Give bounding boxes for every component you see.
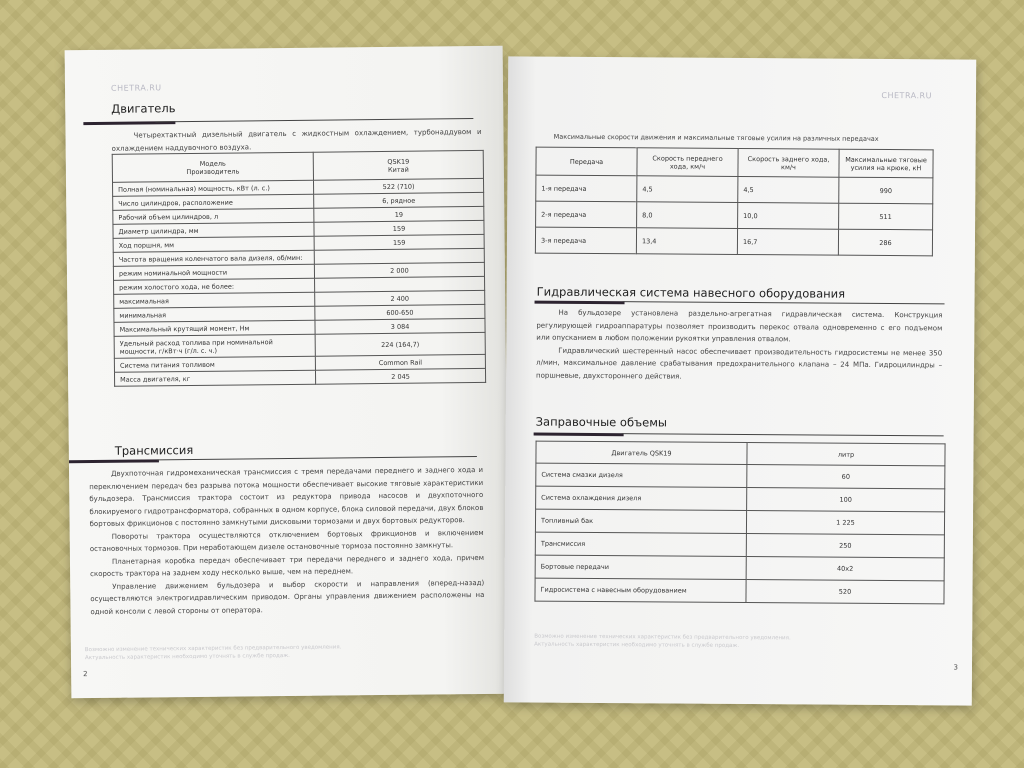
site-label: CHETRA.RU: [110, 83, 162, 93]
table-header-row: [112, 150, 483, 182]
table-row: [536, 175, 933, 204]
engine-intro: Четырехтактный дизельный двигатель с жидкостным охлаждением, турбонаддувом и охлаждением наддувочного воздуха.: [111, 127, 482, 153]
heading-rule: [157, 456, 477, 460]
table-cell: режим номинальной мощности: [113, 264, 314, 280]
table-cell: 2-я передача: [536, 201, 637, 228]
speeds-caption: Максимальные скорости движения и максимальные тяговые усилия на различных передачах: [553, 132, 879, 143]
table-row: [536, 201, 933, 230]
table-cell: 2 400: [315, 290, 485, 306]
footer-note: Возможно изменение технических характеристик без предварительного уведомления. Актуальность характеристик необходимо уточнять в службе продаж.: [534, 633, 791, 650]
table-cell: 19: [314, 206, 484, 222]
table-row: [535, 509, 944, 535]
table-row: [535, 227, 932, 256]
table-header-cell: Двигатель QSK19: [536, 441, 747, 464]
table-cell: Частота вращения коленчатого вала дизеля, об/мин:: [113, 250, 314, 266]
table-cell: Максимальный крутящий момент, Нм: [114, 320, 315, 336]
table-cell: Число цилиндров, расположение: [113, 194, 314, 210]
table-cell: максимальная: [114, 292, 315, 308]
table-header-cell: Скорость переднего хода, км/ч: [637, 148, 738, 177]
table-cell: Трансмиссия: [535, 532, 746, 556]
table-cell: Диаметр цилиндра, мм: [113, 222, 314, 238]
table-row: [536, 463, 945, 489]
table-row: [535, 555, 944, 581]
table-cell: 13,4: [636, 228, 737, 255]
page-number: 3: [953, 663, 959, 672]
site-label: CHETRA.RU: [881, 90, 933, 101]
transmission-heading: Трансмиссия: [114, 442, 194, 458]
table-cell: 2 000: [314, 262, 484, 278]
table-cell: Система охлаждения дизеля: [536, 486, 747, 510]
table-cell: минимальная: [114, 306, 315, 322]
hydraulic-heading: Гидравлическая система навесного оборудования: [536, 284, 846, 301]
table-cell: 250: [746, 534, 944, 558]
table-cell: 4,5: [738, 176, 839, 203]
table-cell: 224 (164,7): [315, 332, 485, 356]
heading-rule: [622, 433, 944, 436]
heading-bar: [534, 433, 624, 437]
heading-bar: [535, 301, 625, 305]
left-page: [65, 46, 510, 699]
table-cell: 3 084: [315, 318, 485, 334]
table-cell: 1 225: [746, 511, 944, 535]
table-cell: 6, рядное: [314, 192, 484, 208]
table-row: [114, 368, 485, 386]
table-cell: 520: [746, 580, 944, 604]
footer-note: Возможно изменение технических характеристик без предварительного уведомления. Актуальность характеристик необходимо уточнять в службе продаж.: [84, 644, 342, 662]
table-cell: 600-650: [315, 304, 485, 320]
table-header-cell: QSK19 Китай: [313, 150, 483, 180]
table-cell: Гидросистема с навесным оборудованием: [535, 578, 746, 602]
heading-rule: [155, 118, 473, 122]
table-header-row: [536, 147, 933, 178]
table-cell: 1-я передача: [536, 175, 637, 202]
table-header-cell: Скорость заднего хода, км/ч: [738, 148, 839, 177]
capacities-table: [534, 441, 945, 605]
table-cell: Ход поршня, мм: [113, 236, 314, 252]
table-cell: 990: [839, 177, 933, 204]
table-header-cell: Передача: [536, 147, 637, 176]
table-cell: 100: [747, 488, 945, 512]
table-cell: 10,0: [738, 202, 839, 229]
table-cell: Система смазки дизеля: [536, 463, 747, 487]
table-cell: Бортовые передачи: [535, 555, 746, 579]
table-header-cell: литр: [747, 443, 945, 466]
table-cell: Масса двигателя, кг: [114, 370, 315, 386]
table-row: [536, 486, 945, 512]
engine-heading: Двигатель: [111, 101, 176, 116]
transmission-text: Двухпоточная гидромеханическая трансмиссия с тремя передачами переднего и заднего хода и переключением передач без разрыва потока мощности обеспечивает высокие тяговые характеристики бульдозера. Трансмиссия трактора состоит из редуктора привода насосов и двухпоточного блокируемого гидротрансформатора, собранных в одном корпусе, блока силовой передачи, двух блоков бортовых фрикционов с постоянно замкнутыми дисковыми тормозами и двух бортовых редукторов. Повороты трактора осуществляются отключением бортовых фрикционов и включением остановочных тормозов. При неработающем дизеле остановочные тормоза постоянно замкнуты. Планетарная коробка передач обеспечивает три передачи переднего и заднего хода, причем скорость трактора на заднем ходу несколько выше, чем на переднем. Управление движением бульдозера и выбор скорости и направления (вперед-назад) осуществляются электрогидравлическим приводом. Органы управления движением расположены на одной консоли с левой стороны от оператора.: [89, 465, 485, 616]
heading-rule: [623, 301, 945, 304]
table-cell: 159: [314, 220, 484, 236]
table-header-cell: Модель Производитель: [112, 152, 313, 182]
table-cell: 16,7: [737, 228, 838, 255]
table-cell: режим холостого хода, не более:: [114, 278, 315, 294]
capacities-heading: Заправочные объемы: [535, 414, 668, 430]
table-cell: Рабочий объем цилиндров, л: [113, 208, 314, 224]
page-number: 2: [83, 670, 88, 679]
table-cell: 40x2: [746, 557, 944, 581]
table-row: [535, 532, 944, 558]
right-page: [504, 56, 976, 705]
table-cell: 8,0: [637, 202, 738, 229]
table-header-cell: Максимальные тяговые усилия на крюке, кН: [839, 149, 933, 178]
heading-bar: [69, 459, 159, 463]
table-cell: 4,5: [637, 176, 738, 203]
table-cell: 522 (710): [313, 178, 483, 194]
table-cell: 511: [839, 203, 933, 230]
table-cell: Common Rail: [315, 354, 485, 370]
table-cell: Система питания топливом: [114, 356, 315, 372]
table-cell: 286: [838, 229, 932, 256]
table-cell: Топливный бак: [535, 509, 746, 533]
table-cell: 60: [747, 465, 945, 489]
table-cell: 2 045: [315, 368, 485, 384]
table-cell: 159: [314, 234, 484, 250]
table-header-row: [536, 441, 945, 466]
engine-spec-table: [112, 150, 486, 387]
table-row: [535, 578, 944, 604]
table-cell: 3-я передача: [535, 227, 636, 254]
table-cell: Полная (номинальная) мощность, кВт (л. с.): [113, 180, 314, 196]
hydraulic-text: На бульдозере установлена раздельно-агрегатная гидравлическая система. Конструкция регулирующей гидроаппаратуры позволяет производить перекос отвала одновременно с его подъемом или опусканием в любом положении рукоятки управления отвалом. Гидравлический шестеренный насос обеспечивает производительность гидросистемы не менее 350 л/мин, максимальное давление срабатывания предохранительного клапана – 24 МПа. Гидроцилиндры – поршневые, двухстороннего действия.: [536, 308, 943, 381]
table-cell: Удельный расход топлива при номинальной мощности, г/кВт·ч (г/л. с. ч.): [114, 334, 315, 358]
speeds-table: [535, 147, 934, 257]
